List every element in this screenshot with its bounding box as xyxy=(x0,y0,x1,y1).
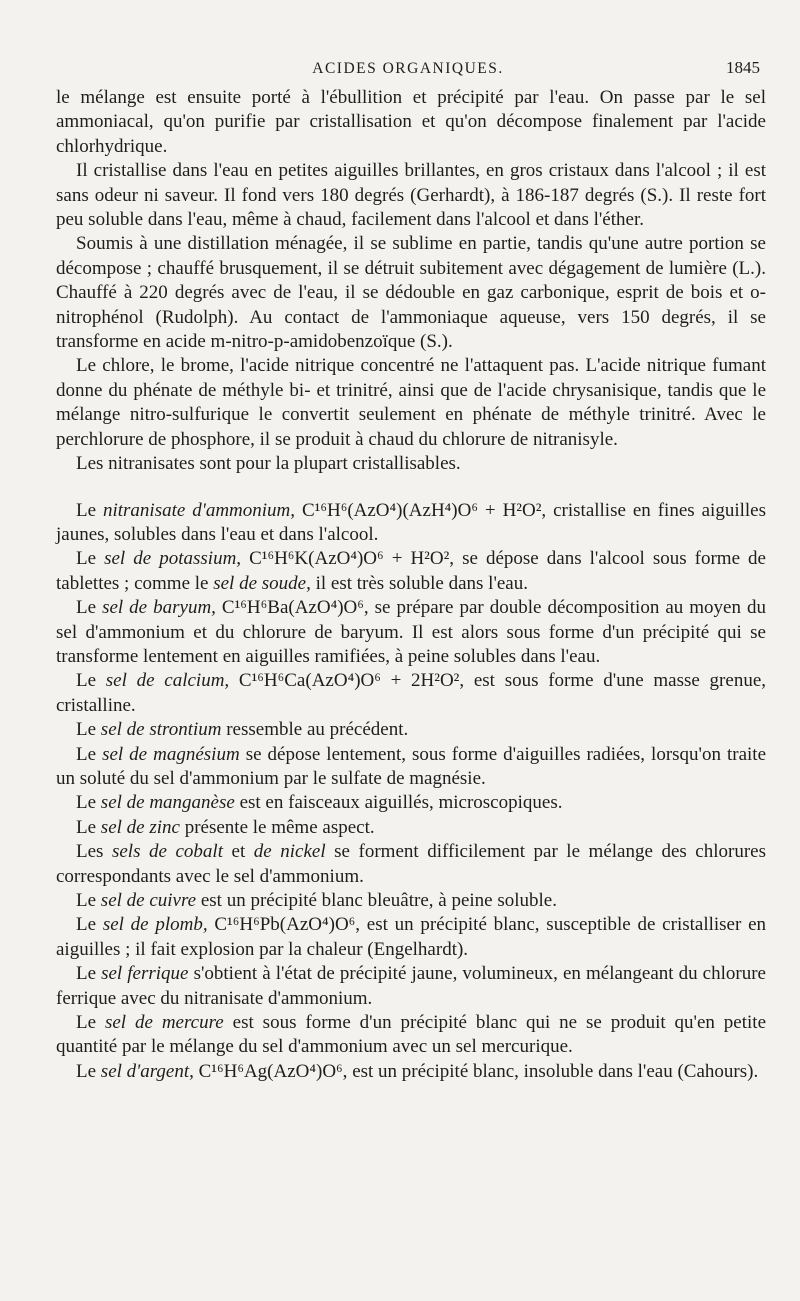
salt-description: est un précipité blanc, insoluble dans l'eau (Cahours). xyxy=(347,1060,759,1082)
salt-cobalt-nickel xyxy=(56,840,766,889)
salt-prefix: Le xyxy=(76,1012,105,1034)
paragraph-reactions: Le chlore, le brome, l'acide nitrique concentré ne l'attaquent pas. L'acide nitrique fumant donne du phénate de méthyle bi- et trinitré, ainsi que de l'acide chrysanisique, tandis que le mélange nitro-sulfurique le convertit seulement en phénate de méthyle trinitré. Avec le perchlorure de phosphore, il se produit à chaud du chlorure de nitranisyle. xyxy=(56,355,766,450)
salt-description: se dépose dans l'alcool sous forme de tablettes ; comme le xyxy=(56,548,766,594)
salt-prefix: Le xyxy=(76,816,101,838)
salt-name: sel de zinc xyxy=(100,816,180,838)
salt-prefix: Le xyxy=(76,792,101,814)
salt-prefix: Le xyxy=(76,914,103,936)
salt-description: et xyxy=(222,841,254,863)
page-header xyxy=(56,60,760,84)
salt-name-secondary: de nickel xyxy=(253,841,326,863)
running-title: ACIDES ORGANIQUES. xyxy=(312,60,504,77)
salt-prefix: Le xyxy=(76,499,103,521)
salt-prefix: Le xyxy=(76,1060,101,1082)
salt-description: est un précipité blanc, susceptible de cristalliser en aiguilles ; il fait explosion par la chaleur (Engelhardt). xyxy=(56,914,767,960)
salt-name: sel d'argent, xyxy=(100,1060,194,1082)
salt-prefix: Le xyxy=(76,670,106,692)
salt-name: sel de plomb, xyxy=(102,914,208,936)
salt-name: sel de baryum, xyxy=(102,597,216,619)
salt-prefix: Le xyxy=(76,597,103,619)
salt-prefix: Les xyxy=(76,841,112,863)
salt-description-secondary: il est très soluble dans l'eau. xyxy=(310,572,528,594)
salt-formula: C¹⁶H⁶Pb(AzO⁴)O⁶, xyxy=(207,914,361,936)
body-text xyxy=(56,86,766,1084)
page-number: 1845 xyxy=(726,58,760,77)
salt-formula: C¹⁶H⁶Ba(AzO⁴)O⁶, xyxy=(215,597,369,619)
salt-prefix: Le xyxy=(76,890,101,911)
salt-mercure xyxy=(56,1011,766,1060)
salt-cuivre xyxy=(56,889,766,913)
salt-magnesium xyxy=(56,743,766,792)
salt-plomb xyxy=(56,913,766,962)
salt-description: est un précipité blanc bleuâtre, à peine soluble. xyxy=(196,890,557,911)
salt-name: sel de calcium, xyxy=(105,670,230,692)
salt-prefix: Le xyxy=(76,743,103,765)
salt-argent xyxy=(56,1060,766,1084)
salt-name: sel de potassium, xyxy=(104,548,242,570)
salt-description: s'obtient à l'état de précipité jaune, volumineux, en mélangeant du chlorure ferrique avec du nitranisate d'ammonium. xyxy=(56,963,766,1009)
salt-ferrique xyxy=(56,962,766,1011)
salt-description-secondary: se forment difficilement par le mélange des chlorures correspondants avec le sel d'ammonium. xyxy=(56,841,767,887)
salt-manganese xyxy=(56,791,766,815)
salt-description: est sous forme d'une masse grenue, cristalline. xyxy=(56,670,767,716)
salt-zinc xyxy=(56,816,766,840)
salt-name: nitranisate d'ammonium, xyxy=(102,499,296,521)
salt-calcium xyxy=(56,669,766,718)
salt-name: sel de mercure xyxy=(104,1012,224,1034)
salt-formula: C¹⁶H⁶Ca(AzO⁴)O⁶ + 2H²O², xyxy=(229,670,465,692)
paragraph-continuation: le mélange est ensuite porté à l'ébullition et précipité par l'eau. On passe par le sel ammoniacal, qu'on purifie par cristallisation et qu'on décompose finalement par l'acide chlorhydrique. xyxy=(56,87,766,157)
paragraph-crystallisation: Il cristallise dans l'eau en petites aiguilles brillantes, en gros cristaux dans l'alcool ; il est sans odeur ni saveur. Il fond vers 180 degrés (Gerhardt), à 186-187 degrés (S.). Il reste fort peu soluble dans l'eau, même à chaud, facilement dans l'alcool et dans l'éther. xyxy=(56,160,766,231)
salt-name: sel de magnésium xyxy=(102,743,240,765)
salt-name: sel de cuivre xyxy=(100,890,197,911)
salt-description: présente le même aspect. xyxy=(179,816,375,838)
salt-description: est en faisceaux aiguillés, microscopiques. xyxy=(234,792,563,814)
salt-name: sels de cobalt xyxy=(111,841,223,863)
paragraph-nitranisates-intro: Les nitranisates sont pour la plupart cristallisables. xyxy=(76,453,461,475)
salt-name: sel de manganèse xyxy=(100,792,235,814)
salt-potassium xyxy=(56,547,766,596)
salt-prefix: Le xyxy=(76,548,105,570)
salt-formula: C¹⁶H⁶K(AzO⁴)O⁶ + H²O², xyxy=(241,548,455,570)
salt-description: cristallise en fines aiguilles jaunes, solubles dans l'eau et dans l'alcool. xyxy=(56,499,766,545)
salt-description: ressemble au précédent. xyxy=(221,719,409,741)
salt-ammonium xyxy=(56,499,766,548)
salt-name-secondary: sel de soude, xyxy=(213,572,311,594)
salt-description: est sous forme d'un précipité blanc qui ne se produit qu'en petite quantité par le mélange du sel d'ammonium avec un sel mercurique. xyxy=(56,1012,767,1058)
salt-name: sel ferrique xyxy=(101,963,189,985)
salt-prefix: Le xyxy=(76,963,102,985)
salt-formula: C¹⁶H⁶(AzO⁴)(AzH⁴)O⁶ + H²O², xyxy=(295,499,547,521)
salt-strontium xyxy=(56,718,766,742)
salt-formula: C¹⁶H⁶Ag(AzO⁴)O⁶, xyxy=(193,1060,348,1082)
salt-prefix: Le xyxy=(76,719,101,741)
paragraph-distillation: Soumis à une distillation ménagée, il se sublime en partie, tandis qu'une autre portion se décompose ; chauffé brusquement, il se détruit subitement avec dégagement de lumière (L.). Chauffé à 220 degrés avec de l'eau, il se dédouble en gaz carbonique, esprit de bois et o-nitrophénol (Rudolph). Au contact de l'ammoniaque aqueuse, vers 150 degrés, il se transforme en acide m-nitro-p-amidobenzoïque (S.). xyxy=(56,233,766,353)
salt-baryum xyxy=(56,596,766,669)
salt-name: sel de strontium xyxy=(100,719,222,741)
salt-description: se dépose lentement, sous forme d'aiguilles radiées, lorsqu'on traite un soluté du sel d'ammonium par le sulfate de magnésie. xyxy=(56,743,767,789)
salt-description: se prépare par double décomposition au moyen du sel d'ammonium et du chlorure de baryum. Il est alors sous forme d'un précipité qui se transforme lentement en aiguilles ramifiées, à peine solubles dans l'eau. xyxy=(56,597,766,667)
